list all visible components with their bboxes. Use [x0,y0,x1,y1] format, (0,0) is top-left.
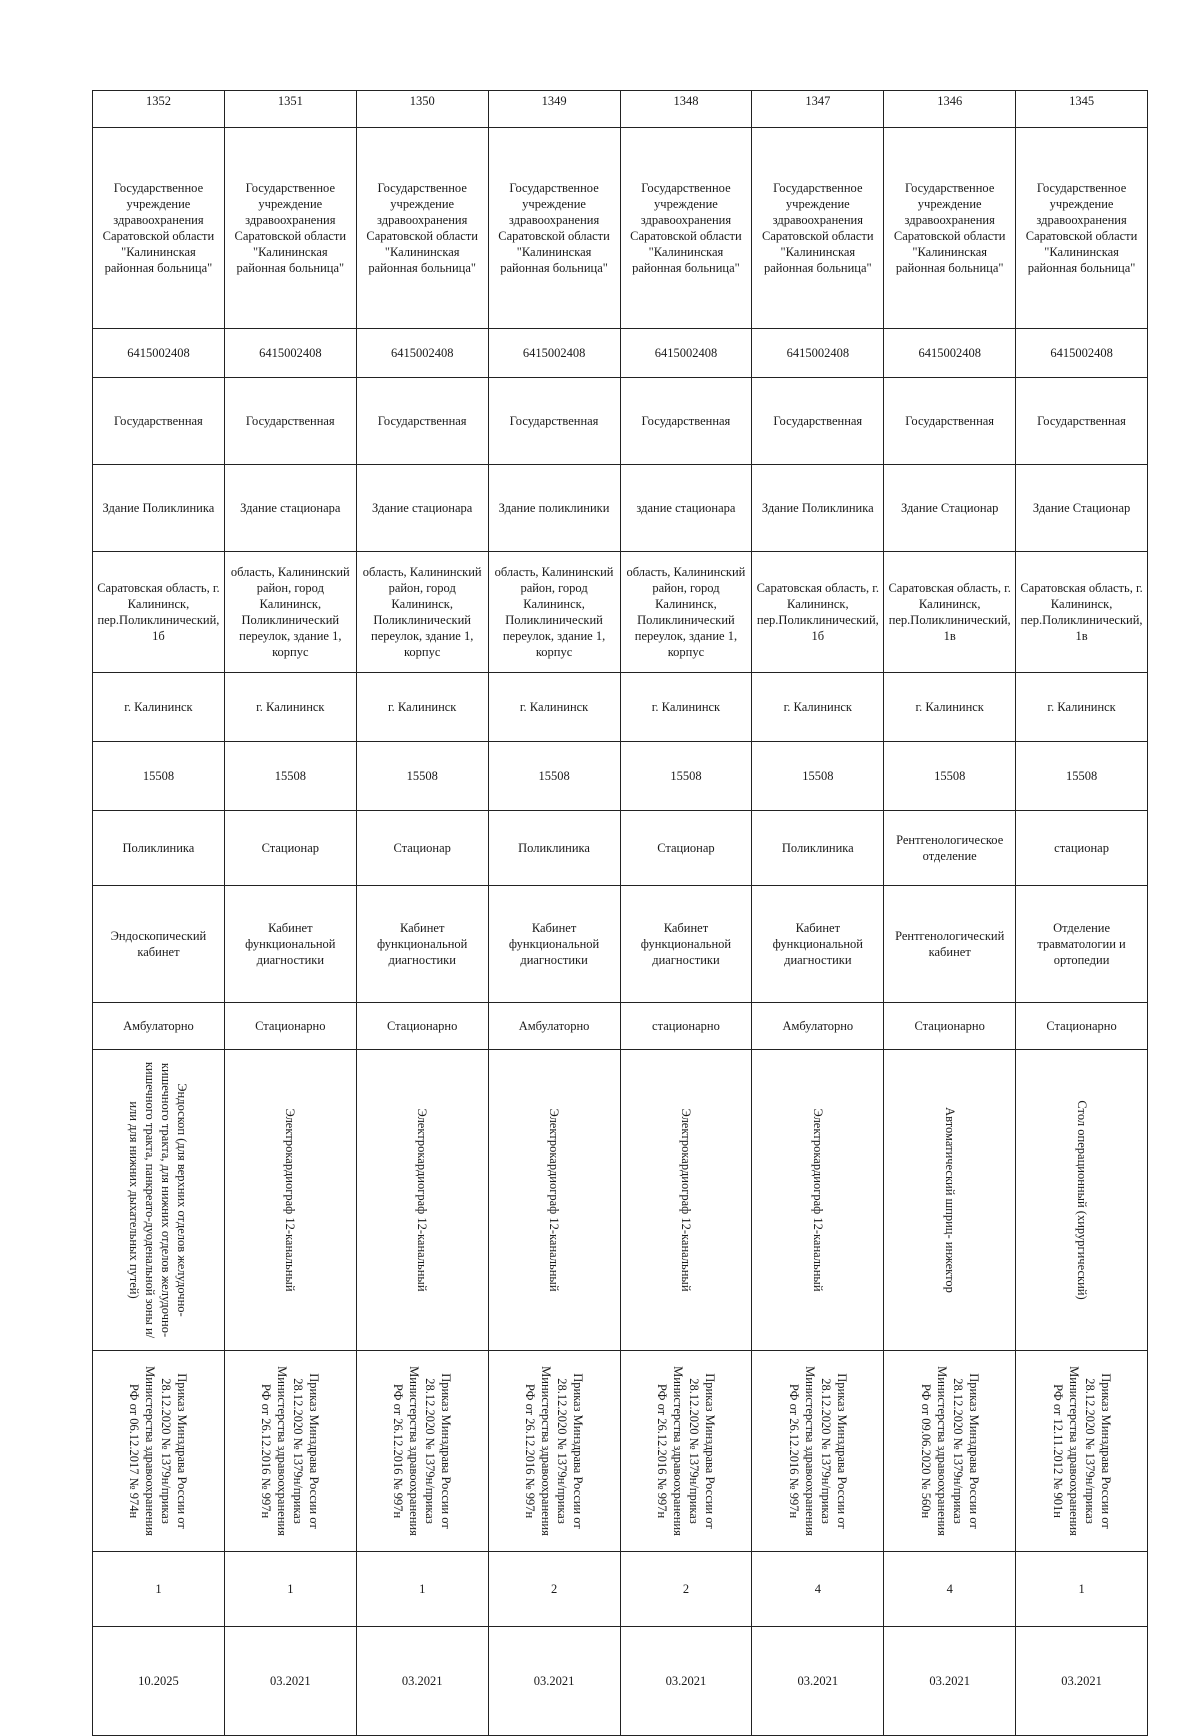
device-cell [356,1050,488,1351]
city-cell: г. Калининск [224,673,356,742]
organization-cell: Государственное учреждение здравоохранения Саратовской области "Калининская районная больница" [620,128,752,329]
order-cell [884,1351,1016,1552]
table-row [93,811,1148,886]
care-mode-cell: Стационарно [224,1003,356,1050]
inn-cell: 6415002408 [356,329,488,378]
organization-cell: Государственное учреждение здравоохранения Саратовской области "Калининская районная больница" [884,128,1016,329]
department-cell: стационар [1016,811,1148,886]
ownership-cell: Государственная [488,378,620,465]
table-row [93,886,1148,1003]
address-text: область, Калининский район, город Калининск, Поликлинический переулок, здание 1, корпус [230,565,350,659]
building-cell: Здание стационара [224,465,356,552]
department-cell: Поликлиника [93,811,225,886]
city-cell: г. Калининск [1016,673,1148,742]
address-cell [752,552,884,673]
ownership-cell: Государственная [356,378,488,465]
record-number-cell: 1345 [1016,91,1148,128]
date-cell: 03.2021 [884,1627,1016,1736]
cabinet-cell: Кабинет функциональной диагностики [752,886,884,1003]
order-text: Приказ Минздрава России от 28.12.2020 № 1379н/приказ Министерства здравоохранения РФ от 06.12.2017 № 974н [127,1366,190,1536]
department-cell: Стационар [356,811,488,886]
order-text: Приказ Минздрава России от 28.12.2020 № 1379н/приказ Министерства здравоохранения РФ от 26.12.2016 № 997н [391,1366,454,1536]
record-number-cell: 1347 [752,91,884,128]
care-mode-cell: стационарно [620,1003,752,1050]
table-row [93,1552,1148,1627]
city-cell: г. Калининск [752,673,884,742]
device-cell [224,1050,356,1351]
address-cell [356,552,488,673]
quantity-cell: 4 [752,1552,884,1627]
code-cell: 15508 [752,742,884,811]
table-row [93,91,1148,128]
quantity-cell: 4 [884,1552,1016,1627]
address-text: область, Калининский район, город Калининск, Поликлинический переулок, здание 1, корпус [362,565,482,659]
inn-cell: 6415002408 [93,329,225,378]
care-mode-cell: Амбулаторно [93,1003,225,1050]
building-cell: здание стационара [620,465,752,552]
department-cell: Стационар [620,811,752,886]
address-text: Саратовская область, г. Калининск, пер.Поликлиничеcкий, 1б [756,581,880,643]
city-cell: г. Калининск [884,673,1016,742]
building-cell: Здание Поликлиника [93,465,225,552]
date-cell: 03.2021 [620,1627,752,1736]
order-cell [620,1351,752,1552]
date-cell: 03.2021 [1016,1627,1148,1736]
record-number-cell: 1349 [488,91,620,128]
inn-cell: 6415002408 [224,329,356,378]
table-row [93,1627,1148,1736]
device-cell [884,1050,1016,1351]
inn-cell: 6415002408 [884,329,1016,378]
table-row [93,742,1148,811]
quantity-cell: 2 [620,1552,752,1627]
table-row [93,1003,1148,1050]
device-text: Автоматический шприц- инжектор [942,1107,957,1293]
cabinet-cell: Эндоскопический кабинет [93,886,225,1003]
order-text: Приказ Минздрава России от 28.12.2020 № 1379н/приказ Министерства здравоохранения РФ от 09.06.2020 № 560н [918,1366,981,1536]
device-text: Электрокардиограф 12-канальный [678,1108,693,1292]
organization-cell: Государственное учреждение здравоохранения Саратовской области "Калининская районная больница" [1016,128,1148,329]
organization-cell: Государственное учреждение здравоохранения Саратовской области "Калининская районная больница" [488,128,620,329]
organization-cell: Государственное учреждение здравоохранения Саратовской области "Калининская районная больница" [752,128,884,329]
code-cell: 15508 [224,742,356,811]
record-number-cell: 1352 [93,91,225,128]
record-number-cell: 1346 [884,91,1016,128]
cabinet-cell: Кабинет функциональной диагностики [620,886,752,1003]
quantity-cell: 1 [1016,1552,1148,1627]
ownership-cell: Государственная [620,378,752,465]
device-text: Электрокардиограф 12-канальный [810,1108,825,1292]
record-number-cell: 1348 [620,91,752,128]
cabinet-cell: Рентгенологический кабинет [884,886,1016,1003]
organization-cell: Государственное учреждение здравоохранения Саратовской области "Калининская районная больница" [224,128,356,329]
city-cell: г. Калининск [356,673,488,742]
device-cell [1016,1050,1148,1351]
date-cell: 03.2021 [752,1627,884,1736]
city-cell: г. Калининск [620,673,752,742]
address-cell [1016,552,1148,673]
city-cell: г. Калининск [488,673,620,742]
order-cell [93,1351,225,1552]
quantity-cell: 1 [224,1552,356,1627]
department-cell: Стационар [224,811,356,886]
order-text: Приказ Минздрава России от 28.12.2020 № 1379н/приказ Министерства здравоохранения РФ от 26.12.2016 № 997н [259,1366,322,1536]
device-cell [752,1050,884,1351]
quantity-cell: 1 [356,1552,488,1627]
table-row [93,1351,1148,1552]
address-cell [620,552,752,673]
ownership-cell: Государственная [224,378,356,465]
device-text: Стол операционный (хирургический) [1074,1100,1089,1300]
device-text: Электрокардиограф 12-канальный [415,1108,430,1292]
care-mode-cell: Амбулаторно [752,1003,884,1050]
table-row [93,673,1148,742]
inn-cell: 6415002408 [620,329,752,378]
department-cell: Рентгенологическое отделение [884,811,1016,886]
organization-cell: Государственное учреждение здравоохранения Саратовской области "Калининская районная больница" [93,128,225,329]
organization-cell: Государственное учреждение здравоохранения Саратовской области "Калининская районная больница" [356,128,488,329]
date-cell: 03.2021 [224,1627,356,1736]
device-cell [620,1050,752,1351]
address-text: Саратовская область, г. Калининск, пер.Поликлиничеcкий, 1в [1020,581,1143,643]
building-cell: Здание Стационар [1016,465,1148,552]
code-cell: 15508 [884,742,1016,811]
building-cell: Здание Поликлиника [752,465,884,552]
cabinet-cell: Отделение травматологии и ортопедии [1016,886,1148,1003]
address-cell [884,552,1016,673]
care-mode-cell: Стационарно [884,1003,1016,1050]
care-mode-cell: Стационарно [1016,1003,1148,1050]
device-text: Эндоскоп (для верхних отделов желудочно-кишечного тракта, для нижних отделов желудочно-кишечного тракта, панкреато-дуоденальной зоны и/или для нижних дыхательных путей) [127,1061,190,1339]
order-text: Приказ Минздрава России от 28.12.2020 № 1379н/приказ Министерства здравоохранения РФ от 26.12.2016 № 997н [786,1366,849,1536]
cabinet-cell: Кабинет функциональной диагностики [356,886,488,1003]
date-cell: 10.2025 [93,1627,225,1736]
address-text: Саратовская область, г. Калининск, пер.Поликлиничеcкий, 1б [97,581,220,643]
building-cell: Здание Стационар [884,465,1016,552]
address-text: Саратовская область, г. Калининск, пер.Поликлиничеcкий, 1в [888,581,1011,643]
equipment-table [92,90,1148,1736]
device-text: Электрокардиограф 12-канальный [547,1108,562,1292]
inn-cell: 6415002408 [488,329,620,378]
code-cell: 15508 [1016,742,1148,811]
table-row [93,128,1148,329]
order-cell [488,1351,620,1552]
code-cell: 15508 [93,742,225,811]
order-text: Приказ Минздрава России от 28.12.2020 № 1379н/приказ Министерства здравоохранения РФ от 26.12.2016 № 997н [523,1366,586,1536]
table-row [93,378,1148,465]
order-cell [1016,1351,1148,1552]
cabinet-cell: Кабинет функциональной диагностики [488,886,620,1003]
ownership-cell: Государственная [1016,378,1148,465]
code-cell: 15508 [620,742,752,811]
ownership-cell: Государственная [93,378,225,465]
city-cell: г. Калининск [93,673,225,742]
address-text: область, Калининский район, город Калининск, Поликлинический переулок, здание 1, корпус [626,565,746,659]
address-text: область, Калининский район, город Калининск, Поликлинический переулок, здание 1, корпус [494,565,614,659]
cabinet-cell: Кабинет функциональной диагностики [224,886,356,1003]
order-cell [224,1351,356,1552]
care-mode-cell: Амбулаторно [488,1003,620,1050]
inn-cell: 6415002408 [1016,329,1148,378]
address-cell [488,552,620,673]
code-cell: 15508 [356,742,488,811]
address-cell [93,552,225,673]
device-cell [93,1050,225,1351]
code-cell: 15508 [488,742,620,811]
table-row [93,1050,1148,1351]
date-cell: 03.2021 [356,1627,488,1736]
order-text: Приказ Минздрава России от 28.12.2020 № 1379н/приказ Министерства здравоохранения РФ от 12.11.2012 № 901н [1050,1366,1113,1536]
date-cell: 03.2021 [488,1627,620,1736]
care-mode-cell: Стационарно [356,1003,488,1050]
table-row [93,465,1148,552]
device-text: Электрокардиограф 12-канальный [283,1108,298,1292]
building-cell: Здание стационара [356,465,488,552]
department-cell: Поликлиника [752,811,884,886]
quantity-cell: 1 [93,1552,225,1627]
device-cell [488,1050,620,1351]
table-row [93,329,1148,378]
record-number-cell: 1350 [356,91,488,128]
ownership-cell: Государственная [884,378,1016,465]
order-text: Приказ Минздрава России от 28.12.2020 № 1379н/приказ Министерства здравоохранения РФ от 26.12.2016 № 997н [654,1366,717,1536]
order-cell [752,1351,884,1552]
building-cell: Здание поликлиники [488,465,620,552]
address-cell [224,552,356,673]
record-number-cell: 1351 [224,91,356,128]
table-row [93,552,1148,673]
inn-cell: 6415002408 [752,329,884,378]
order-cell [356,1351,488,1552]
ownership-cell: Государственная [752,378,884,465]
department-cell: Поликлиника [488,811,620,886]
quantity-cell: 2 [488,1552,620,1627]
